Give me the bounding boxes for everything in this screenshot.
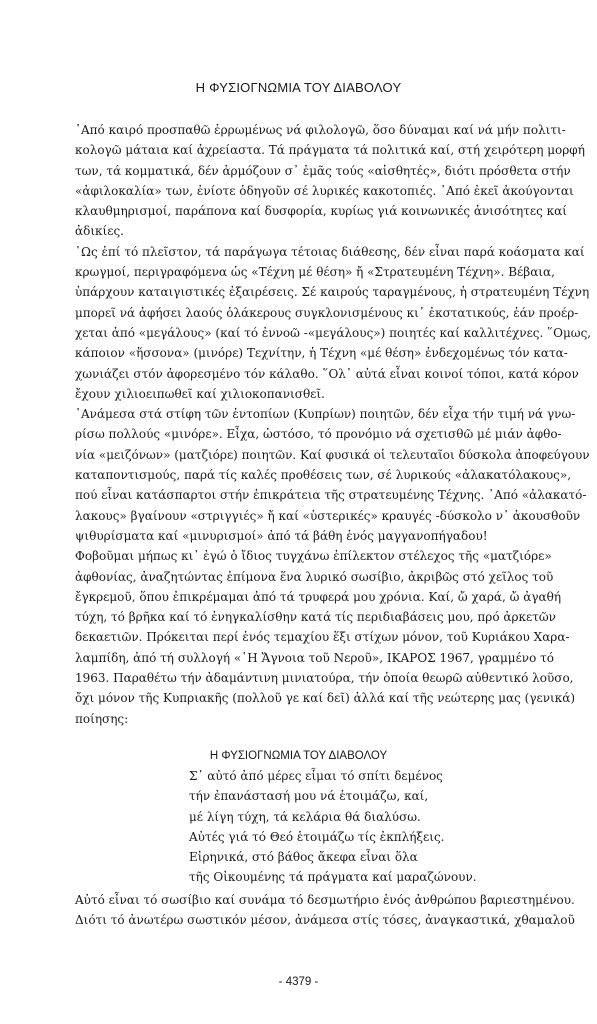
text-line: Αὐτό εἶναι τό σωσίβιο καί συνάμα τό δεσμωτήριο ἑνός ἀνθρώπου βαριεστημένου. [75,893,575,907]
text-line: χωνιάζει στόν ἀφορεσμένο τόν κάλαθο. ῞Ολ᾿ αὐτά εἶναι κοινοί τόποι, κατά κόρον [75,366,579,381]
text-line: κλαυθμηρισμοί, παράπονα καί δυσφορία, κυρίως γιά κοινωνικές ἀνισότητες καί [75,204,567,219]
text-line: νία «μειζόνων» (ματζιόρε) ποιητῶν. Καί φυσικά οἱ τελευταῖοι δύσκολα ἀποφεύγουν [75,447,590,462]
poem-line: Αὐτές γιά τό Θεό ἑτοιμάζω τίς ἐκπλήξεις. [189,829,445,844]
poem-block [0,746,597,888]
text-line: ρίσω πολλούς «μινόρε». Εἶχα, ὡστόσο, τό προνόμιο νά σχετισθῶ μέ μιάν ἀφθο- [75,427,562,442]
text-line: ψιθυρίσματα καί «μινυρισμοί» ἀπό τά βάθη ἑνός μαγγανοπήγαδου! [75,528,488,543]
poem-line: Σ᾿ αὐτό ἀπό μέρες εἶμαι τό σπίτι δεμένος [189,769,443,783]
poem-line: Εἰρηνικά, στό βάθος ἄκεφα εἶναι ὅλα [189,850,418,865]
text-line: μπορεῖ νά ἀφήσει λαούς ὁλάκερους συγκλονισμένους κι᾿ ἐκστατικούς, ἐάν προέρ- [75,305,579,320]
page-title: Η ΦΥΣΙΟΓΝΩΜΙΑ ΤΟΥ ΔΙΑΒΟΛΟΥ [195,80,402,95]
page-number: - 4379 - [278,976,319,988]
text-line: λαμπίδη, ἀπό τή συλλογή «῾Η Ἄγνοια τοῦ Νεροῦ», ΙΚΑΡΟΣ 1967, γραμμένο τό [75,650,554,665]
poem-lines [0,766,597,888]
text-line: καταποντισμούς, παρά τίς καλές προθέσεις των, σέ λυρικούς «ἀλακατόλακους», [75,468,572,483]
text-line: ποίησης: [75,711,129,726]
text-line: λακους» βγαίνουν «στριγγιές» ἤ καί «ὑστερικές» κραυγές -δύσκολο ν᾿ ἀκουσθοῦν [75,508,581,523]
text-line: ὄχι μόνον τῆς Κυπριακῆς (πολλοῦ γε καί δεῖ) ἀλλά καί τῆς νεώτερης μας (γενικά) [75,691,576,706]
poem-line: μέ λίγη τύχη, τά κελάρια θά διαλύσω. [189,809,421,824]
text-line: ᾿Ανάμεσα στά στίφη τῶν ἐντοπίων (Κυπρίων) ποιητῶν, δέν εἶχα τήν τιμή νά γνω- [75,407,576,422]
text-line: ἀφθονίας, ἀναζητώντας ἐπίμονα ἕνα λυρικό σωσίβιο, ἀκριβῶς στό χεῖλος τοῦ [75,569,554,584]
text-line: κολογῶ μάταια καί ἀχρείαστα. Τά πράγματα τά πολιτικά καί, στή χειρότερη μορφή [75,143,585,158]
text-line: των, τά κομματικά, δέν ἁρμόζουν σ᾿ ἐμᾶς τούς «αἰσθητές», διότι πρόσθετα στήν [75,163,571,178]
text-line: Φοβοῦμαι μήπως κι᾿ ἐγώ ὁ ἴδιος τυγχάνω ἐπίλεκτον στέλεχος τῆς «ματζιόρε» [75,549,552,564]
text-line: Διότι τό ἀνωτέρω σωστικόν μέσον, ἀνάμεσα στίς τόσες, ἀναγκαστικά, χθαμαλοῦ [75,913,575,928]
body-text [75,120,592,729]
closing-text [75,890,575,931]
poem-line: τῆς Οἰκουμένης τά πράγματα καί μαραζώνουν. [189,870,477,885]
text-line: ᾿Από καιρό προσπαθῶ ἐρρωμένως νά φιλολογῶ, ὅσο δύναμαι καί νά μήν πολιτι- [75,123,566,137]
text-line: κάποιον «ἥσσονα» (μινόρε) Τεχνίτην, ἡ Τέχνη «μέ θέση» ἐνδεχομένως τόν κατα- [75,346,568,361]
text-line: δεκαετιῶν. Πρόκειται περί ἑνός τεμαχίου ἕξι στίχων μόνον, τοῦ Κυριάκου Χαρα- [75,630,570,645]
text-line: 1963. Παραθέτω τήν ἀδαμάντινη μινιατούρα, τήν ὁποία θεωρῶ αὐθεντικό λοῦσο, [75,671,574,686]
text-line: ὑπάρχουν καταιγιστικές ἐξαιρέσεις. Σέ καιρούς ταραγμένους, ἡ στρατευμένη Τέχνη [75,285,590,300]
poem-line: τήν ἐπανάστασή μου νά ἑτοιμάζω, καί, [189,789,429,804]
text-line: ἀδικίες. [75,224,124,239]
text-line: «ἀφιλοκαλία» των, ἐνίοτε ὁδηγοῦν σέ λυρικές κακοτοπιές. ᾿Από ἐκεῖ ἀκούγονται [75,183,574,198]
text-line: ἔχουν χιλιοειπωθεῖ καί χιλιοκοπανισθεῖ. [75,386,325,401]
text-line: ῾Ως ἐπί τό πλεῖστον, τά παράγωγα τέτοιας διάθεσης, δέν εἶναι παρά κοάσματα καί [75,244,585,259]
text-line: τύχη, τό βρῆκα καί τό ἐνηγκαλίσθην κατά τίς περιδιαβάσεις μου, πρό ἀρκετῶν [75,610,556,625]
text-line: χεται ἀπό «μεγάλους» (καί τό ἐννοῶ -«μεγάλους») ποιητές καί καλλιτέχνες. ῞Ομως, [75,325,592,340]
poem-title: Η ΦΥΣΙΟΓΝΩΜΙΑ ΤΟΥ ΔΙΑΒΟΛΟΥ [209,750,388,762]
text-line: πού εἶναι κατάσπαρτοι στήν ἐπικράτεια τῆς στρατευμένης Τέχνης. ᾿Από «ἀλακατό- [75,488,587,503]
text-line: ἔγκρεμοῦ, ὅπου ἐπικρέμαμαι ἀπό τά τρυφερά μου χρόνια. Καί, ὤ χαρά, ὤ ἀγαθή [75,589,562,604]
text-line: κρωγμοί, περιγραφόμενα ὡς «Τέχνη μέ θέση» ἤ «Στρατευμένη Τέχνη». Βέβαια, [75,265,555,280]
